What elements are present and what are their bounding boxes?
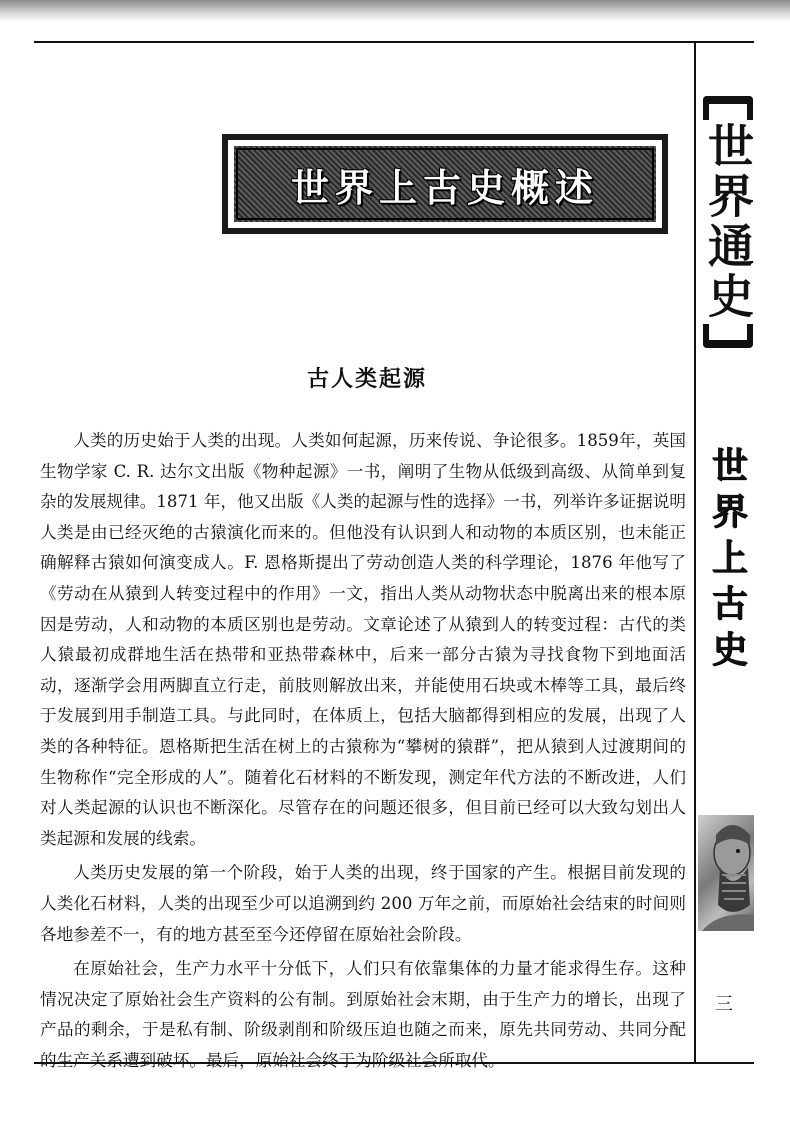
chapter-banner	[222, 134, 668, 234]
scan-shadow	[0, 0, 790, 22]
bracket-top-icon	[703, 96, 753, 120]
book-title-tab	[703, 96, 753, 368]
banner-frame	[228, 140, 662, 228]
column-divider	[694, 41, 696, 1064]
page-number: 三	[715, 994, 733, 1015]
book-title: 世界通史	[701, 122, 755, 322]
chapter-title: 世界上古史概述	[290, 165, 599, 210]
section-heading: 古人类起源	[306, 367, 427, 392]
running-chapter-title: 世界上古史	[706, 446, 747, 676]
paragraph: 在原始社会，生产力水平十分低下，人们只有依靠集体的力量才能求得生存。这种情况决定了原始社会生产资料的公有制。到原始社会末期，由于生产力的增长，出现了产品的剩余，于是私有制、阶级剥削和阶级压迫也随之而来，原先共同劳动、共同分配的生产关系遭到破坏。最后，原始社会终于为阶级社会所取代。	[40, 959, 686, 1070]
body-text	[40, 426, 686, 1076]
paragraph: 人类的历史始于人类的出现。人类如何起源，历来传说、争论很多。1859年，英国生物学家 C. R. 达尔文出版《物种起源》一书，阐明了生物从低级到高级、从简单到复杂的发展规律。1871 年，他又出版《人类的起源与性的选择》一书，列举许多证据说明人类是由已经灭绝的古猿演化而来的。但他没有认识到人和动物的本质区别，也未能正确解释古猿如何演变成人。F. 恩格斯提出了劳动创造人类的科学理论，1876 年他写了《劳动在从猿到人转变过程中的作用》一文，指出人类从动物状态中脱离出来的根本原因是劳动，人和动物的本质区别也是劳动。文章论述了从猿到人的转变过程：古代的类人猿最初成群地生活在热带和亚热带森林中，后来一部分古猿为寻找食物下到地面活动，逐渐学会用两脚直立行走，前肢则解放出来，并能使用石块或木棒等工具，最后终于发展到用手制造工具。与此同时，在体质上，包括大脑都得到相应的发展，出现了人类的各种特征。恩格斯把生活在树上的古猿称为“攀树的猿群”，把从猿到人过渡期间的生物称作“完全形成的人”。随着化石材料的不断发现，测定年代方法的不断改进，人们对人类起源的认识也不断深化。尽管存在的问题还很多，但目前已经可以大致勾划出人类起源和发展的线索。	[40, 431, 686, 848]
header-rule	[34, 41, 754, 43]
bracket-bottom-icon	[703, 324, 753, 348]
assyrian-relief-image	[698, 815, 754, 931]
paragraph: 人类历史发展的第一个阶段，始于人类的出现，终于国家的产生。根据目前发现的人类化石材料，人类的出现至少可以追溯到约 200 万年之前，而原始社会结束的时间则各地参差不一，有的地方甚至至今还停留在原始社会阶段。	[40, 863, 686, 944]
